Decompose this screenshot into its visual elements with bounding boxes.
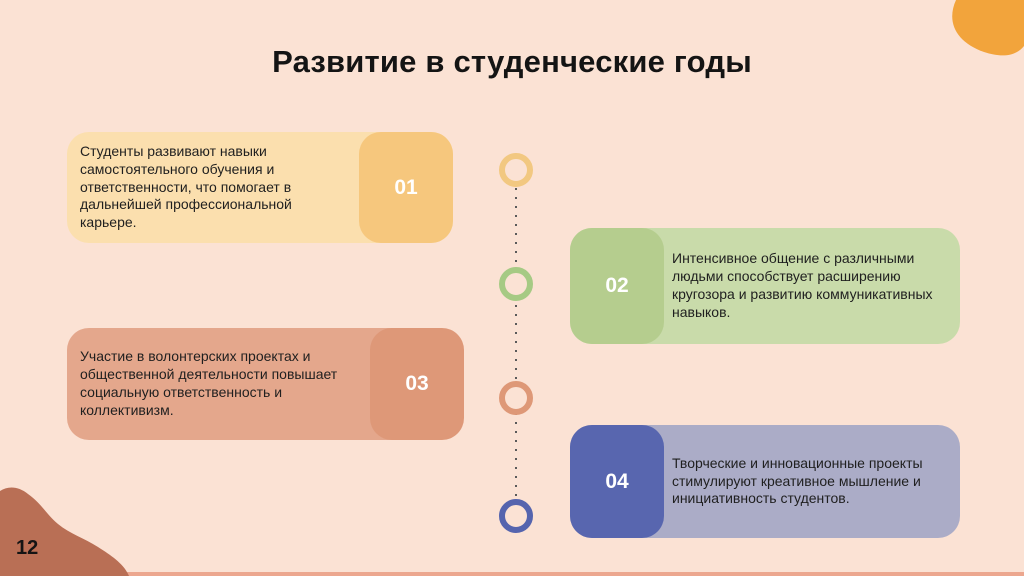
card-02 [570, 228, 960, 344]
card-01-text: Студенты развивают навыки самостоятельного обучения и ответственности, что помогает в дальнейшей профессиональной карьере. [80, 142, 292, 231]
top-right-blob-shape [932, 0, 1024, 66]
timeline-node-01 [499, 153, 533, 187]
card-04-number-badge: 04 [570, 425, 664, 538]
card-04-text: Творческие и инновационные проекты стимулируют креативное мышление и инициативность студентов. [672, 454, 923, 507]
page-number: 12 [16, 537, 39, 559]
page-title: Развитие в студенческие годы [272, 44, 752, 79]
timeline-node-03 [499, 381, 533, 415]
card-03-text: Участие в волонтерских проектах и общественной деятельности повышает социальную ответственность и коллективизм. [80, 348, 338, 418]
card-01-number-badge: 01 [359, 132, 453, 243]
card-04 [570, 425, 960, 538]
bottom-left-blob-shape [0, 486, 180, 576]
card-01 [67, 132, 453, 243]
timeline-node-04 [499, 499, 533, 533]
card-02-number-badge: 02 [570, 228, 664, 344]
card-03-number-badge: 03 [370, 328, 464, 440]
card-02-text: Интенсивное общение с различными людьми способствует расширению кругозора и развитию коммуникативных навыков. [672, 250, 933, 320]
card-03 [67, 328, 453, 440]
timeline-node-02 [499, 267, 533, 301]
timeline-connector [515, 170, 517, 517]
